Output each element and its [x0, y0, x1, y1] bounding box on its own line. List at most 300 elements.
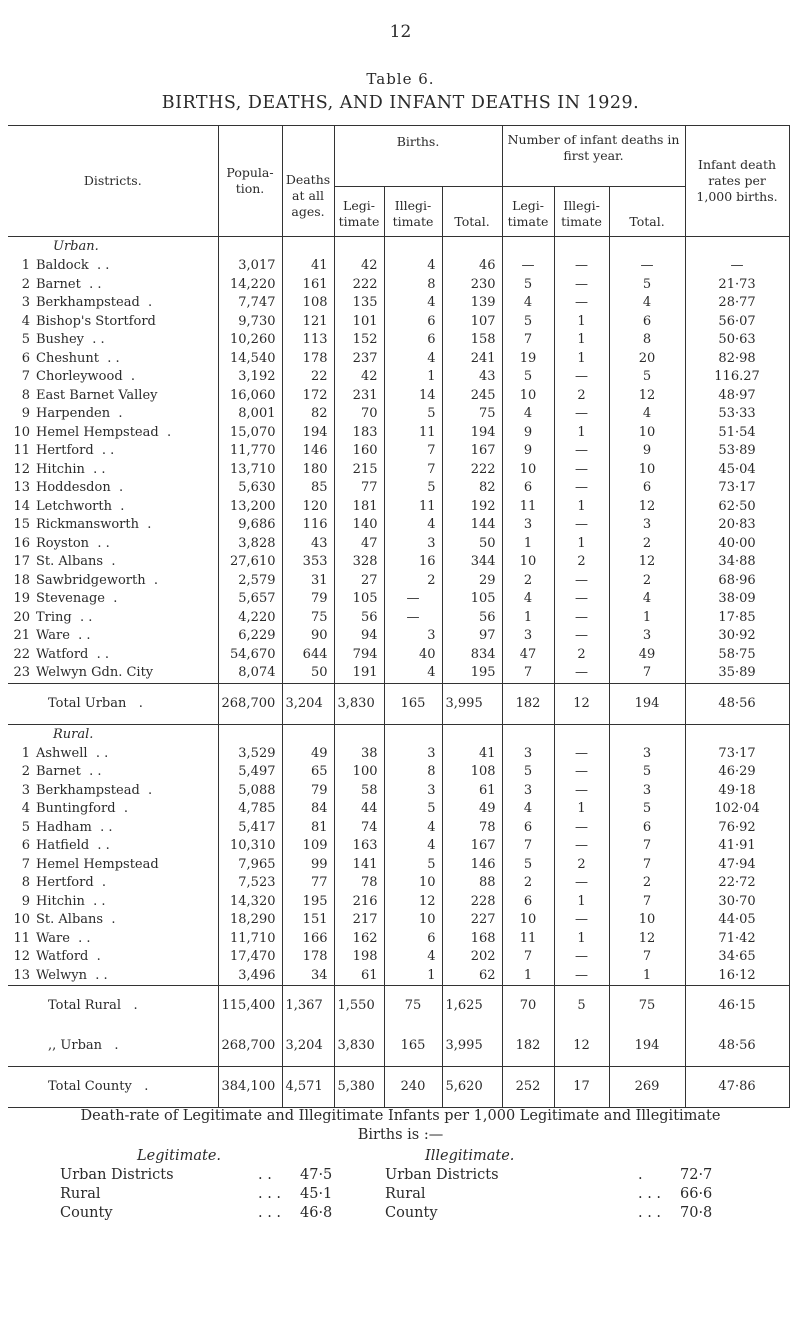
births-total-cell: 195: [442, 664, 502, 683]
population-cell: 10,310: [218, 837, 282, 856]
population-cell: 7,523: [218, 874, 282, 893]
illegitimate-label: County: [385, 1205, 438, 1221]
births-legit-cell: 215: [334, 461, 384, 480]
births-total-cell: 107: [442, 313, 502, 332]
deaths-cell: 644: [282, 646, 334, 665]
births-legit-cell: 77: [334, 479, 384, 498]
deaths-cell: 79: [282, 590, 334, 609]
births-total-cell: 105: [442, 590, 502, 609]
births-illegit-cell: 11: [384, 424, 442, 443]
infant-rate-cell: 30·92: [685, 627, 789, 646]
births-legit-cell: 160: [334, 442, 384, 461]
population-cell: 4,785: [218, 800, 282, 819]
district-name: Tring: [36, 609, 72, 625]
infant-legit-cell: —: [502, 257, 554, 276]
births-illegit-total-cell: 165: [384, 683, 442, 724]
population-total-cell: 268,700: [218, 683, 282, 724]
leader-dots: . . .: [638, 1205, 662, 1221]
births-total-cell: 46: [442, 257, 502, 276]
infant-total-cell: 5: [609, 368, 685, 387]
district-number: 13: [13, 480, 30, 495]
district-name: Stevenage: [36, 591, 105, 606]
infant-legit-cell: 3: [502, 516, 554, 535]
population-cell: 8,001: [218, 405, 282, 424]
population-cell: 5,417: [218, 819, 282, 838]
births-total-cell: 56: [442, 609, 502, 628]
infant-illegit-cell: —: [554, 948, 609, 967]
births-illegit-cell: 5: [384, 856, 442, 875]
total-label: [8, 683, 218, 724]
district-name: Berkhampstead: [36, 295, 140, 310]
leader-dots: . .: [93, 443, 115, 458]
legitimate-row: [60, 1185, 360, 1203]
infant-legit-cell: 2: [502, 874, 554, 893]
district-number: 19: [13, 591, 30, 606]
infant-illegit-total-cell: 5: [554, 986, 609, 1027]
infant-rate-cell: 56·07: [685, 313, 789, 332]
infant-rate-cell: 71·42: [685, 930, 789, 949]
births-total-cell: 230: [442, 276, 502, 295]
leader-dots: .: [102, 1038, 119, 1053]
leader-dots: .: [126, 695, 143, 711]
infant-illegit-cell: 1: [554, 800, 609, 819]
deaths-cell: 120: [282, 498, 334, 517]
infant-illegit-cell: 1: [554, 498, 609, 517]
table-row: [8, 405, 789, 424]
births-illegit-cell: 4: [384, 664, 442, 683]
infant-illegit-cell: 1: [554, 930, 609, 949]
infant-illegit-cell: 2: [554, 387, 609, 406]
births-legit-cell: 94: [334, 627, 384, 646]
infant-total-cell: 10: [609, 424, 685, 443]
infant-legit-cell: 7: [502, 331, 554, 350]
empty-cell: [384, 237, 442, 258]
infant-total-total-cell: 269: [609, 1067, 685, 1108]
infant-rate-cell: 28·77: [685, 294, 789, 313]
leader-dots: .: [131, 1079, 149, 1094]
deaths-cell: 178: [282, 948, 334, 967]
infant-total-cell: 7: [609, 948, 685, 967]
population-cell: 7,747: [218, 294, 282, 313]
infant-illegit-cell: 1: [554, 350, 609, 369]
district-name: St. Albans: [36, 554, 104, 569]
leader-dots: .: [145, 572, 158, 588]
births-total-cell: 75: [442, 405, 502, 424]
deaths-cell: 172: [282, 387, 334, 406]
infant-illegit-total-cell: 12: [554, 1026, 609, 1067]
population-cell: 14,540: [218, 350, 282, 369]
infant-illegit-cell: —: [554, 276, 609, 295]
table-row: [8, 516, 789, 535]
leader-dots: . .: [84, 461, 106, 477]
infant-rate-cell: 82·98: [685, 350, 789, 369]
infant-illegit-cell: —: [554, 745, 609, 764]
empty-cell: [334, 237, 384, 258]
district-cell: [8, 257, 218, 276]
district-name: Rickmansworth: [36, 517, 139, 532]
births-legit-cell: 181: [334, 498, 384, 517]
leader-dots: . .: [89, 535, 110, 551]
table-row: [8, 856, 789, 875]
district-name: Hatfield: [36, 838, 90, 853]
infant-rate-cell: 22·72: [685, 874, 789, 893]
legitimate-label: Rural: [60, 1186, 101, 1202]
header-infant-total: Total.: [609, 187, 685, 237]
births-legit-cell: 70: [334, 405, 384, 424]
leader-dots: . .: [87, 967, 108, 983]
infant-rate-cell: 102·04: [685, 800, 789, 819]
population-cell: 14,220: [218, 276, 282, 295]
births-total-cell: 97: [442, 627, 502, 646]
district-name: Ware: [36, 628, 70, 643]
births-total-cell: 43: [442, 368, 502, 387]
births-legit-cell: 38: [334, 745, 384, 764]
births-total-cell: 41: [442, 745, 502, 764]
births-total-cell: 146: [442, 856, 502, 875]
births-illegit-cell: 7: [384, 442, 442, 461]
population-cell: 3,529: [218, 745, 282, 764]
infant-illegit-cell: 2: [554, 553, 609, 572]
table-row: [8, 664, 789, 683]
empty-cell: [384, 724, 442, 745]
table-row: [8, 646, 789, 665]
births-illegit-cell: —: [384, 590, 442, 609]
district-cell: [8, 930, 218, 949]
infant-illegit-cell: —: [554, 294, 609, 313]
births-legit-cell: 56: [334, 609, 384, 628]
infant-legit-cell: 1: [502, 535, 554, 554]
births-total-cell: 344: [442, 553, 502, 572]
header-deaths: Deaths at all ages.: [282, 126, 334, 237]
leader-dots: .: [139, 295, 153, 310]
infant-total-cell: 4: [609, 590, 685, 609]
infant-total-cell: —: [609, 257, 685, 276]
births-legit-cell: 198: [334, 948, 384, 967]
births-legit-cell: 183: [334, 424, 384, 443]
deaths-cell: 166: [282, 930, 334, 949]
infant-total-total-cell: 194: [609, 1026, 685, 1067]
infant-rate-cell: 38·09: [685, 590, 789, 609]
births-illegit-cell: 11: [384, 498, 442, 517]
district-name: Baldock: [36, 258, 89, 273]
births-total-cell: 50: [442, 535, 502, 554]
table-row: [8, 745, 789, 764]
leader-dots: . .: [88, 646, 110, 662]
infant-total-cell: 7: [609, 893, 685, 912]
district-name: Hertford: [36, 875, 94, 890]
births-legit-cell: 217: [334, 911, 384, 930]
illegitimate-value: 66·6: [680, 1186, 713, 1202]
infant-rate-cell: 40·00: [685, 535, 789, 554]
births-illegit-cell: 7: [384, 461, 442, 480]
infant-total-cell: 12: [609, 498, 685, 517]
legitimate-value: 45·1: [300, 1186, 333, 1202]
empty-cell: [334, 724, 384, 745]
infant-illegit-cell: —: [554, 572, 609, 591]
deaths-cell: 194: [282, 424, 334, 443]
deaths-cell: 353: [282, 553, 334, 572]
population-cell: 6,229: [218, 627, 282, 646]
illegitimate-value: 72·7: [680, 1167, 713, 1183]
table-row: [8, 819, 789, 838]
district-number: 3: [21, 782, 30, 798]
infant-total-cell: 6: [609, 819, 685, 838]
infant-rate-cell: 17·85: [685, 609, 789, 628]
deaths-cell: 49: [282, 745, 334, 764]
district-cell: [8, 276, 218, 295]
infant-legit-cell: 5: [502, 276, 554, 295]
births-total-cell: 168: [442, 930, 502, 949]
empty-cell: [282, 237, 334, 258]
births-total-cell: 62: [442, 967, 502, 986]
infant-legit-cell: 5: [502, 856, 554, 875]
district-name: Bushey: [36, 332, 85, 347]
leader-dots: . .: [99, 350, 120, 366]
leader-dots: . .: [91, 819, 113, 835]
deaths-cell: 180: [282, 461, 334, 480]
infant-illegit-cell: 1: [554, 535, 609, 554]
district-cell: [8, 763, 218, 782]
infant-legit-total-cell: 252: [502, 1067, 554, 1108]
empty-cell: [218, 724, 282, 745]
infant-legit-cell: 47: [502, 646, 554, 665]
infant-total-cell: 5: [609, 763, 685, 782]
district-cell: [8, 553, 218, 572]
district-name: Cheshunt: [36, 350, 100, 366]
infant-illegit-cell: —: [554, 763, 609, 782]
legitimate-value: 47·5: [300, 1167, 333, 1183]
births-legit-cell: 794: [334, 646, 384, 665]
infant-legit-cell: 6: [502, 819, 554, 838]
infant-total-cell: 1: [609, 609, 685, 628]
illegitimate-label: Urban Districts: [385, 1167, 499, 1183]
district-cell: [8, 782, 218, 801]
leader-dots: . .: [84, 893, 106, 909]
births-total-cell: 192: [442, 498, 502, 517]
infant-illegit-cell: —: [554, 257, 609, 276]
table-row: [8, 893, 789, 912]
infant-rate-cell: 76·92: [685, 819, 789, 838]
total-urban-row: [8, 683, 789, 724]
district-name: Harpenden: [36, 406, 111, 421]
total-rural-row: [8, 986, 789, 1027]
infant-total-cell: 6: [609, 479, 685, 498]
district-number: 20: [13, 609, 30, 625]
deaths-cell: 22: [282, 368, 334, 387]
district-cell: [8, 442, 218, 461]
district-cell: [8, 627, 218, 646]
district-cell: [8, 590, 218, 609]
table-row: [8, 837, 789, 856]
district-number: 21: [13, 628, 30, 643]
leader-dots: . .: [69, 628, 91, 643]
district-number: 4: [21, 313, 30, 329]
district-cell: [8, 893, 218, 912]
header-population: Popula- tion.: [218, 126, 282, 237]
district-number: 8: [21, 875, 30, 890]
births-illegit-cell: 4: [384, 516, 442, 535]
district-name: Welwyn Gdn. City: [36, 665, 154, 680]
infant-total-cell: 4: [609, 405, 685, 424]
deaths-cell: 195: [282, 893, 334, 912]
infant-rate-cell: 49·18: [685, 782, 789, 801]
table-row: [8, 782, 789, 801]
infant-total-cell: 12: [609, 553, 685, 572]
table-row: [8, 627, 789, 646]
infant-illegit-cell: —: [554, 461, 609, 480]
table-row: [8, 911, 789, 930]
leader-dots: .: [110, 480, 124, 495]
infant-illegit-cell: —: [554, 516, 609, 535]
births-legit-cell: 42: [334, 368, 384, 387]
table-row: [8, 535, 789, 554]
births-legit-cell: 162: [334, 930, 384, 949]
district-number: 11: [13, 443, 30, 458]
deaths-cell: 65: [282, 763, 334, 782]
leader-dots: .: [158, 424, 172, 440]
births-illegit-cell: 3: [384, 782, 442, 801]
population-cell: 5,497: [218, 763, 282, 782]
infant-rate-cell: 50·63: [685, 331, 789, 350]
table-row: [8, 590, 789, 609]
district-name: Watford: [36, 949, 89, 964]
population-cell: 8,074: [218, 664, 282, 683]
population-cell: 3,192: [218, 368, 282, 387]
district-number: 6: [21, 350, 30, 366]
legitimate-row: [60, 1166, 360, 1184]
infant-total-total-cell: 75: [609, 986, 685, 1027]
infant-legit-total-cell: 70: [502, 986, 554, 1027]
deaths-cell: 84: [282, 800, 334, 819]
births-total-cell: 194: [442, 424, 502, 443]
total-label: [8, 986, 218, 1027]
leader-dots: . .: [258, 1167, 272, 1183]
district-cell: [8, 461, 218, 480]
infant-illegit-cell: 1: [554, 331, 609, 350]
leader-dots: .: [93, 875, 107, 890]
header-infant-legit: Legi- timate: [502, 187, 554, 237]
infant-legit-cell: 10: [502, 911, 554, 930]
district-number: 9: [21, 893, 30, 909]
deaths-total-cell: 4,571: [282, 1067, 334, 1108]
leader-dots: .: [139, 517, 152, 532]
births-total-total-cell: 3,995: [442, 683, 502, 724]
illegitimate-heading: Illegitimate.: [425, 1148, 515, 1164]
births-legit-total-cell: 3,830: [334, 683, 384, 724]
district-cell: [8, 368, 218, 387]
births-total-cell: 228: [442, 893, 502, 912]
births-total-cell: 241: [442, 350, 502, 369]
infant-legit-cell: 5: [502, 313, 554, 332]
infant-legit-cell: 6: [502, 893, 554, 912]
births-total-cell: 78: [442, 819, 502, 838]
deaths-cell: 161: [282, 276, 334, 295]
empty-cell: [554, 724, 609, 745]
table-row: [8, 609, 789, 628]
header-infant-illegit: Illegi- timate: [554, 187, 609, 237]
births-legit-total-cell: 1,550: [334, 986, 384, 1027]
births-illegit-cell: 4: [384, 948, 442, 967]
district-cell: [8, 572, 218, 591]
district-name: Hertford: [36, 443, 94, 458]
table-row: [8, 461, 789, 480]
table-row: [8, 948, 789, 967]
leader-dots: .: [115, 801, 128, 816]
births-total-cell: 108: [442, 763, 502, 782]
leader-dots: . .: [80, 764, 102, 779]
district-name: Watford: [36, 646, 89, 662]
population-total-cell: 115,400: [218, 986, 282, 1027]
district-name: Bishop's Stortford: [36, 313, 156, 329]
total-label-text: ,, Urban: [48, 1038, 103, 1053]
infant-illegit-cell: —: [554, 405, 609, 424]
header-births-total: Total.: [442, 187, 502, 237]
births-illegit-cell: 3: [384, 627, 442, 646]
infant-rate-cell: 68·96: [685, 572, 789, 591]
infant-illegit-cell: 1: [554, 424, 609, 443]
table-row: [8, 387, 789, 406]
district-cell: [8, 479, 218, 498]
births-illegit-total-cell: 165: [384, 1026, 442, 1067]
population-cell: 3,496: [218, 967, 282, 986]
deaths-cell: 116: [282, 516, 334, 535]
births-total-cell: 227: [442, 911, 502, 930]
footer-line-1: Death-rate of Legitimate and Illegitimate Infants per 1,000 Legitimate and Illegitimate: [80, 1108, 721, 1124]
births-legit-cell: 231: [334, 387, 384, 406]
leader-dots: . .: [84, 332, 105, 347]
district-name: Ashwell: [36, 745, 88, 761]
infant-rate-cell: 62·50: [685, 498, 789, 517]
infant-legit-cell: 10: [502, 387, 554, 406]
empty-cell: [609, 237, 685, 258]
table-row: [8, 498, 789, 517]
population-cell: 14,320: [218, 893, 282, 912]
table-row: [8, 331, 789, 350]
district-cell: [8, 967, 218, 986]
infant-total-cell: 9: [609, 442, 685, 461]
district-number: 12: [13, 461, 30, 477]
infant-rate-cell: 44·05: [685, 911, 789, 930]
infant-total-cell: 3: [609, 745, 685, 764]
total-label: [8, 1067, 218, 1108]
births-legit-total-cell: 5,380: [334, 1067, 384, 1108]
leader-dots: .: [103, 554, 116, 569]
total-label-text: Total Rural: [48, 998, 122, 1013]
district-number: 23: [13, 665, 30, 680]
empty-cell: [282, 724, 334, 745]
table-row: [8, 424, 789, 443]
infant-illegit-cell: —: [554, 819, 609, 838]
infant-illegit-cell: —: [554, 627, 609, 646]
leader-dots: . .: [87, 745, 109, 761]
infant-total-cell: 2: [609, 874, 685, 893]
page-number: 12: [389, 22, 412, 42]
infant-rate-cell: 45·04: [685, 461, 789, 480]
empty-cell: [685, 237, 789, 258]
population-cell: 16,060: [218, 387, 282, 406]
district-cell: [8, 498, 218, 517]
district-number: 12: [13, 949, 30, 964]
table-row: [8, 368, 789, 387]
infant-illegit-cell: 1: [554, 313, 609, 332]
district-cell: [8, 646, 218, 665]
births-illegit-cell: 4: [384, 294, 442, 313]
infant-legit-cell: 10: [502, 461, 554, 480]
infant-rate-cell: 47·94: [685, 856, 789, 875]
infant-rate-total-cell: 47·86: [685, 1067, 789, 1108]
leader-dots: .: [122, 369, 136, 384]
births-illegit-total-cell: 75: [384, 986, 442, 1027]
